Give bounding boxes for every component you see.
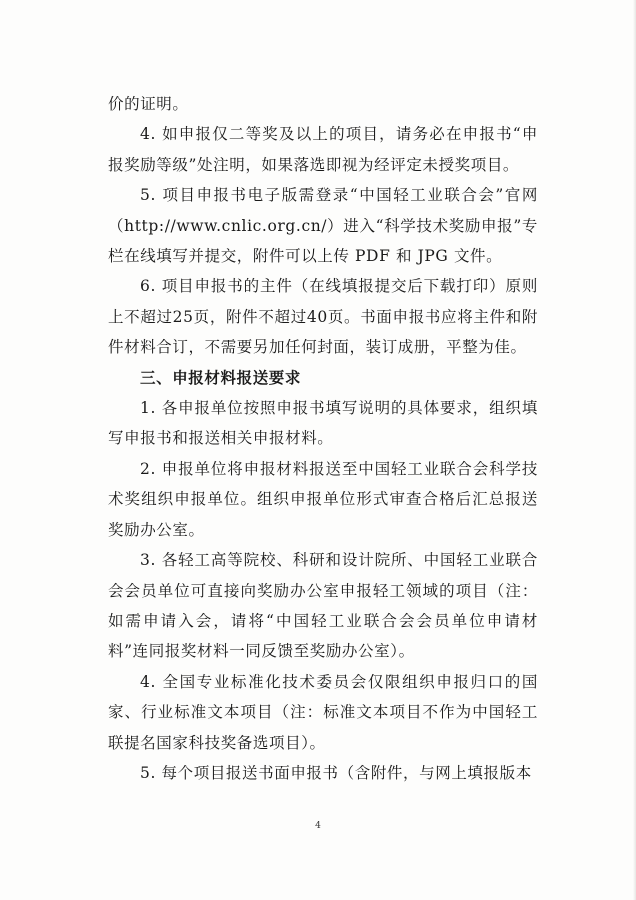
- paragraph-requirement-2: 2. 申报单位将申报材料报送至中国轻工业联合会科学技术奖组织申报单位。组织申报单位形式审查合格后汇总报送奖励办公室。: [108, 459, 538, 539]
- paragraph-item-5-electronic-submission: 5. 项目申报书电子版需登录“中国轻工业联合会”官网（http://www.cnlic.org.cn/）进入“科学技术奖励申报”专栏在线填写并提交，附件可以上传 PDF 和 JPG 文件。: [108, 186, 538, 266]
- document-body: [108, 89, 538, 788]
- paragraph-continuation: 价的证明。: [108, 95, 189, 113]
- paragraph-item-4-award-level: 4. 如申报仅二等奖及以上的项目，请务必在申报书“申报奖励等级”处注明，如果落选即视为经评定未授奖项目。: [108, 125, 538, 174]
- page-number: 4: [315, 821, 321, 831]
- paragraph-requirement-3: 3. 各轻工高等院校、科研和设计院所、中国轻工业联合会会员单位可直接向奖励办公室申报轻工领域的项目（注：如需申请入会，请将“中国轻工业联合会会员单位申请材料”连同报奖材料一同反馈至奖励办公室）。: [108, 551, 538, 661]
- paragraph-requirement-1: 1. 各申报单位按照申报书填写说明的具体要求，组织填写申报书和报送相关申报材料。: [108, 399, 538, 448]
- paragraph-requirement-5: 5. 每个项目报送书面申报书（含附件，与网上填报版本: [140, 763, 532, 782]
- paragraph-item-6-page-limits: 6. 项目申报书的主件（在线填报提交后下载打印）原则上不超过25页，附件不超过40页。书面申报书应将主件和附件材料合订，不需要另加任何封面，装订成册，平整为佳。: [108, 277, 538, 357]
- section-heading-submission-requirements: 三、申报材料报送要求: [140, 368, 302, 387]
- paragraph-requirement-4: 4. 全国专业标准化技术委员会仅限组织申报归口的国家、行业标准文本项目（注：标准文本项目不作为中国轻工联提名国家科技奖备选项目）。: [108, 672, 538, 752]
